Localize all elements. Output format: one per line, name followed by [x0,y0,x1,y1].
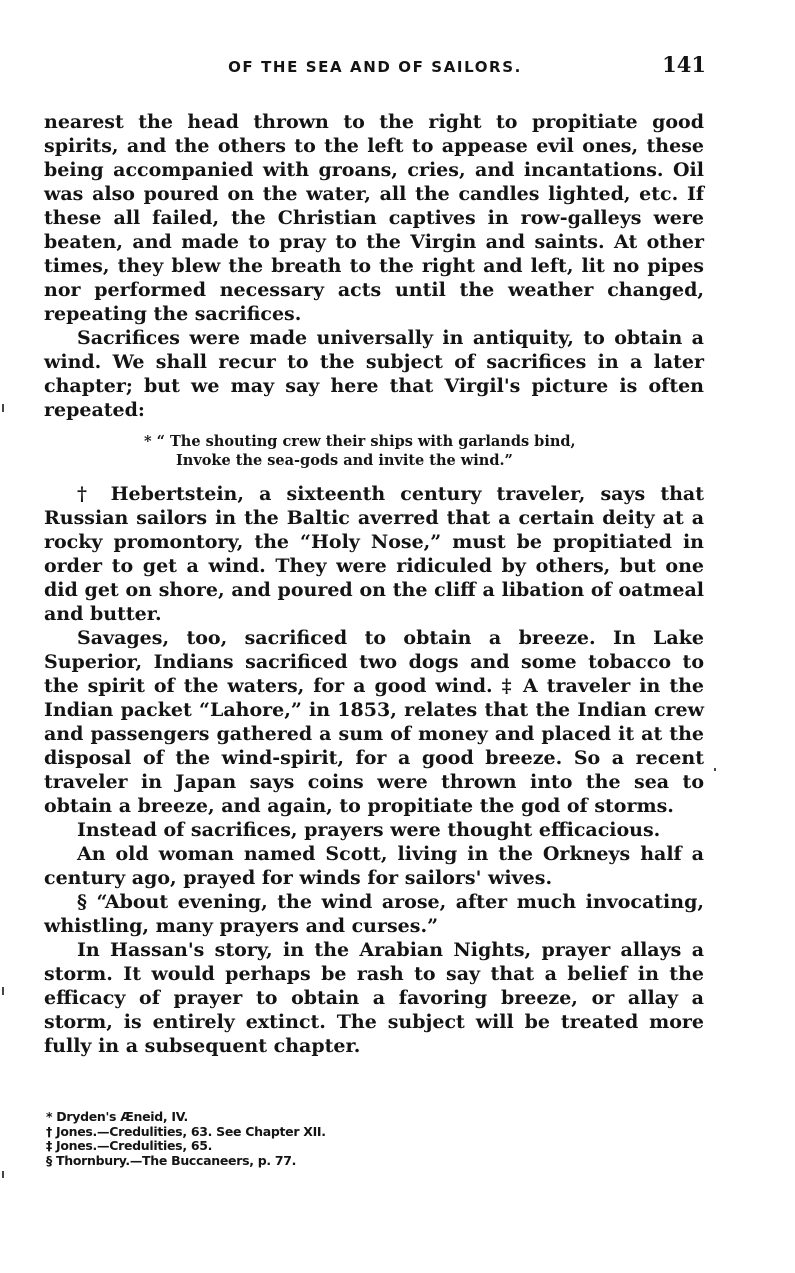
footnote-4: § Thornbury.—The Buccaneers, p. 77. [46,1152,297,1168]
footnote-1: * Dryden's Æneid, IV. [46,1109,188,1124]
verse-quote [44,432,704,470]
body-text [44,110,704,1058]
running-head [44,52,706,82]
margin-tick [714,768,716,771]
margin-tick [2,1171,4,1178]
paragraph-prayers: Instead of sacrifices, prayers were thought efficacious. [77,819,661,841]
paragraph-hebertstein: † Hebertstein, a sixteenth century traveler, says that Russian sailors in the Baltic averred that a certain deity at a rocky promontory, the “Holy Nose,” must be propitiated in order to get a wind. They were ridiculed by others, but one did get on shore, and poured on the cliff a libation of oatmeal and butter. [44,483,704,625]
paragraph-continuation: nearest the head thrown to the right to propitiate good spirits, and the others to the left to appease evil ones, these being accompanied with groans, cries, and incantations. Oil was also poured on the water, all the candles lighted, etc. If these all failed, the Christian captives in row-galleys were beaten, and made to pray to the Virgin and saints. At other times, they blew the breath to the right and left, lit no pipes nor performed necessary acts until the weather changed, repeating the sacrifices. [44,111,704,325]
paragraph-savages: Savages, too, sacrificed to obtain a breeze. In Lake Superior, Indians sacrificed two dogs and some tobacco to the spirit of the waters, for a good wind. ‡ A traveler in the Indian packet “Lahore,” in 1853, relates that the Indian crew and passengers gathered a sum of money and placed it at the disposal of the wind-spirit, for a good breeze. So a recent traveler in Japan says coins were thrown into the sea to obtain a breeze, and again, to propitiate the god of storms. [44,627,704,817]
paragraph-hassan: In Hassan's story, in the Arabian Nights, prayer allays a storm. It would perhaps be rash to say that a belief in the efficacy of prayer to obtain a favoring breeze, or allay a storm, is entirely extinct. The subject will be treated more fully in a subsequent chapter. [44,939,704,1057]
margin-tick [2,404,4,412]
footnote-3: ‡ Jones.—Credulities, 65. [46,1138,213,1153]
paragraph-scott: An old woman named Scott, living in the Orkneys half a century ago, prayed for winds for sailors' wives. [44,843,704,889]
margin-tick [2,987,4,995]
paragraph-evening: § “About evening, the wind arose, after much invocating, whistling, many prayers and curses.” [44,891,704,937]
footnote-2: † Jones.—Credulities, 63. See Chapter XII. [46,1123,326,1139]
verse-line-1: * “ The shouting crew their ships with garlands bind, [144,433,576,450]
page-number: 141 [662,52,706,77]
verse-line-2: Invoke the sea-gods and invite the wind.” [176,452,513,469]
running-title: OF THE SEA AND OF SAILORS. [228,58,522,76]
paragraph-sacrifices: Sacrifices were made universally in antiquity, to obtain a wind. We shall recur to the subject of sacrifices in a later chapter; but we may say here that Virgil's picture is often repeated: [44,327,704,421]
footnotes [46,1110,546,1168]
